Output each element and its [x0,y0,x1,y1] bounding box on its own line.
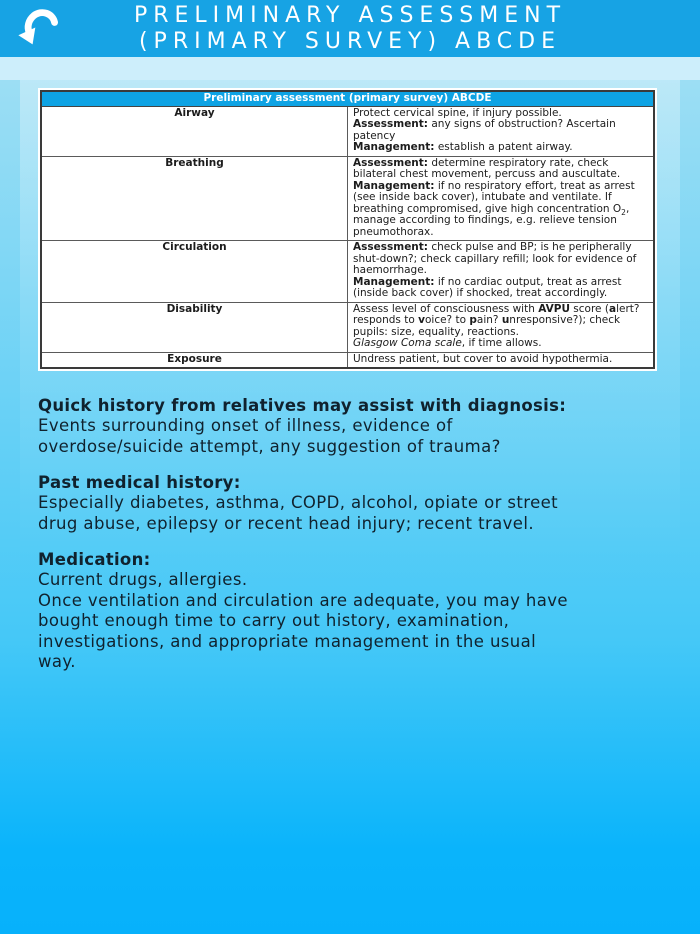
row-detail-paragraph: Assessment: check pulse and BP; is he peripherally shut-down?; check capillary refill; look for evidence of haemorrhage. [353,241,637,276]
note-line: Events surrounding onset of illness, evidence of [38,416,453,435]
table-row [41,302,654,352]
note-line: drug abuse, epilepsy or recent head injury; recent travel. [38,513,534,533]
row-detail-paragraph: Assessment: determine respiratory rate, check bilateral chest movement, percuss and auscultate. [353,156,621,180]
row-label: Circulation [41,241,348,303]
table-row [41,352,654,368]
row-detail-paragraph: Management: if no cardiac output, treat as arrest (inside back cover) if shocked, treat accordingly. [353,275,622,299]
row-label: Airway [41,106,348,156]
note-heading: Past medical history: [38,473,241,492]
row-detail [348,106,655,156]
row-detail [348,241,655,303]
row-label: Breathing [41,156,348,241]
back-arrow-icon [17,6,61,52]
back-button[interactable] [16,6,62,52]
note-heading: Quick history from relatives may assist with diagnosis: [38,396,567,415]
content-area [20,80,680,934]
note-line: Especially diabetes, asthma, COPD, alcohol, opiate or street [38,493,559,512]
note-line: Once ventilation and circulation are adequate, you may have [38,590,568,610]
notes-section [38,395,662,673]
table-row [41,106,654,156]
note [38,549,662,673]
note-line: investigations, and appropriate management in the usual [38,631,537,651]
row-label: Disability [41,302,348,352]
note [38,395,662,457]
row-detail-paragraph: Glasgow Coma scale, if time allows. [353,337,542,349]
page-title-line2: (PRIMARY SURVEY) ABCDE [138,28,562,54]
table-header-row [41,91,654,106]
page-title-line1: PRELIMINARY ASSESSMENT [133,2,567,28]
row-detail [348,156,655,241]
row-detail [348,352,655,368]
app-header [0,0,700,57]
table-row [41,156,654,241]
row-label: Exposure [41,352,348,368]
abcde-table-card [38,88,657,371]
page-title [134,3,566,55]
note-line: overdose/suicide attempt, any suggestion of trauma? [38,436,501,456]
row-detail-paragraph: Undress patient, but cover to avoid hypothermia. [353,352,613,365]
row-detail-paragraph: Assess level of consciousness with AVPU score (alert? responds to voice? to pain? unresponsive?); check pupils: size, equality, reactions. [353,302,640,338]
note [38,472,662,534]
row-detail-paragraph: Management: if no respiratory effort, treat as arrest (see inside back cover), intubate and ventilate. If breathing compromised, give high concentration $O_2$, manage according to findings, e.g. relieve tension pneumothorax. [353,179,635,238]
row-detail [348,302,655,352]
row-detail-paragraph: Assessment: any signs of obstruction? Ascertain patency [353,118,616,142]
note-line: way. [38,652,76,671]
header-divider-strip [0,57,700,80]
note-line: bought enough time to carry out history, examination, [38,611,510,630]
table-title: Preliminary assessment (primary survey) ABCDE [41,91,654,106]
row-detail-paragraph: Protect cervical spine, if injury possible. [353,106,562,119]
note-heading: Medication: [38,550,151,569]
row-detail-paragraph: Management: establish a patent airway. [353,141,573,153]
note-line: Current drugs, allergies. [38,570,248,589]
table-row [41,241,654,303]
abcde-table [40,90,655,369]
